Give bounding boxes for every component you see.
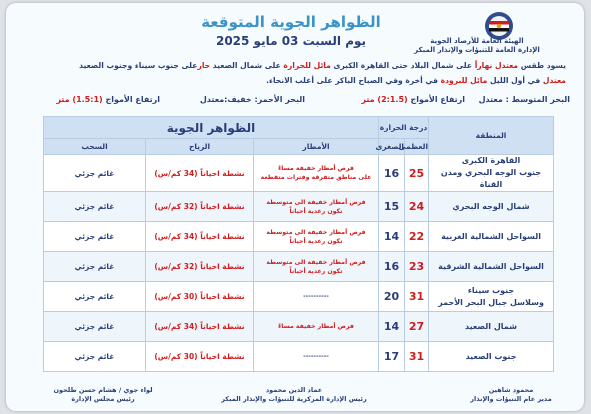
signature-director: محمود شاهين مدير عام التنبؤات والإنذار bbox=[470, 386, 552, 403]
table-row bbox=[44, 252, 554, 282]
cloud-cell: غائم جزئي bbox=[44, 342, 146, 372]
header-region: المنطقة bbox=[429, 117, 554, 155]
header-cloud: السحب bbox=[44, 139, 146, 155]
max-temp-cell: 27 bbox=[405, 312, 429, 342]
red-sea-state: البحر الأحمر: خفيف:معتدل bbox=[199, 95, 305, 104]
min-temp-cell: 16 bbox=[379, 155, 405, 192]
region-cell: شمال الصعيد bbox=[429, 312, 554, 342]
wind-cell: نشطة احياناً (30 كم/س) bbox=[146, 342, 254, 372]
cloud-cell: غائم جزئي bbox=[44, 252, 146, 282]
region-cell: شمال الوجه البحري bbox=[429, 192, 554, 222]
table-row bbox=[44, 282, 554, 312]
table-row bbox=[44, 155, 554, 192]
wind-cell: نشطة احياناً (34 كم/س) bbox=[146, 222, 254, 252]
forecast-card bbox=[6, 3, 584, 411]
max-temp-cell: 24 bbox=[405, 192, 429, 222]
red-sea-waves: ارتفاع الأمواج (1.5:1) متر bbox=[56, 95, 160, 104]
table-row bbox=[44, 342, 554, 372]
header-temperature: درجة الحرارة bbox=[379, 117, 429, 139]
cloud-cell: غائم جزئي bbox=[44, 192, 146, 222]
max-temp-cell: 31 bbox=[405, 282, 429, 312]
rain-cell: فرص أمطار خفيفة الى متوسطة تكون رعدية أحياناً bbox=[254, 252, 379, 282]
rain-cell: ---------- bbox=[254, 282, 379, 312]
wind-cell: نشطة احياناً (32 كم/س) bbox=[146, 192, 254, 222]
mediterranean-state: البحر المتوسط : معتدل bbox=[478, 95, 570, 104]
cloud-cell: غائم جزئي bbox=[44, 222, 146, 252]
wind-cell: نشطة احياناً (34 كم/س) bbox=[146, 312, 254, 342]
max-temp-cell: 31 bbox=[405, 342, 429, 372]
rain-cell: فرص أمطار خفيفة الى متوسطة تكون رعدية أحياناً bbox=[254, 192, 379, 222]
rain-cell: فرص أمطار خفيفة مساءً bbox=[254, 312, 379, 342]
min-temp-cell: 14 bbox=[379, 222, 405, 252]
min-temp-cell: 15 bbox=[379, 192, 405, 222]
description-line-2: معتدل في أول الليل مائل للبرودة في أخرة وفي الصباح الباكر على أغلب الانحاء. bbox=[266, 76, 566, 85]
table-row bbox=[44, 192, 554, 222]
rain-cell: فرص أمطار خفيفة الى متوسطة تكون رعدية أحياناً bbox=[254, 222, 379, 252]
wind-cell: نشطة احياناً (30 كم/س) bbox=[146, 282, 254, 312]
description-line-1: يسود طقس معتدل نهاراً على شمال البلاد حتى القاهرة الكبرى مائل للحرارة على شمال الصعيد حارعلى جنوب سيناء وجنوب الصعيد bbox=[79, 61, 566, 70]
max-temp-cell: 25 bbox=[405, 155, 429, 192]
min-temp-cell: 17 bbox=[379, 342, 405, 372]
signature-chairman: لواء جوي / هشام حسن طلحون رئيس مجلس الإدارة bbox=[53, 386, 153, 403]
forecast-date: يوم السبت 03 مايو 2025 bbox=[215, 34, 367, 48]
min-temp-cell: 16 bbox=[379, 252, 405, 282]
cloud-cell: غائم جزئي bbox=[44, 312, 146, 342]
region-cell: جنوب سيناء وسلاسل جبال البحر الأحمر bbox=[429, 282, 554, 312]
header-rain: الأمطار bbox=[254, 139, 379, 155]
region-cell: السواحل الشمالية الشرقية bbox=[429, 252, 554, 282]
rain-cell: فرص أمطار خفيفة مساءً على مناطق متفرقة وفترات متقطعة bbox=[254, 155, 379, 192]
region-cell: السواحل الشمالية الغربية bbox=[429, 222, 554, 252]
region-cell: القاهرة الكبرى جنوب الوجه البحري ومدن القناة bbox=[429, 155, 554, 192]
max-temp-cell: 23 bbox=[405, 252, 429, 282]
min-temp-cell: 14 bbox=[379, 312, 405, 342]
header-phenomena: الظواهر الجوية bbox=[44, 117, 379, 139]
cloud-cell: غائم جزئي bbox=[44, 282, 146, 312]
max-temp-cell: 22 bbox=[405, 222, 429, 252]
forecast-table bbox=[43, 116, 554, 372]
forecast-description bbox=[21, 58, 566, 88]
cloud-cell: غائم جزئي bbox=[44, 155, 146, 192]
table-row bbox=[44, 222, 554, 252]
page-title: الظواهر الجوية المتوقعة bbox=[201, 13, 381, 31]
signature-central-admin: عماد الدين محمود رئيس الإدارة المركزية للتنبؤات والإنذار المبكر bbox=[221, 386, 367, 403]
table-header-row bbox=[44, 117, 554, 139]
rain-cell: ---------- bbox=[254, 342, 379, 372]
wind-cell: نشطة احياناً (32 كم/س) bbox=[146, 252, 254, 282]
min-temp-cell: 20 bbox=[379, 282, 405, 312]
header-wind: الرياح bbox=[146, 139, 254, 155]
organization-name: الهيئة العامة للأرصاد الجوية الإدارة العامة للتنبؤات والإنذار المبكر bbox=[414, 37, 540, 54]
region-cell: جنوب الصعيد bbox=[429, 342, 554, 372]
header-max: العظمى bbox=[405, 139, 429, 155]
mediterranean-waves: ارتفاع الأمواج (2:1.5) متر bbox=[361, 95, 465, 104]
wind-cell: نشطة احياناً (34 كم/س) bbox=[146, 155, 254, 192]
header-min: الصغرى bbox=[379, 139, 405, 155]
table-row bbox=[44, 312, 554, 342]
